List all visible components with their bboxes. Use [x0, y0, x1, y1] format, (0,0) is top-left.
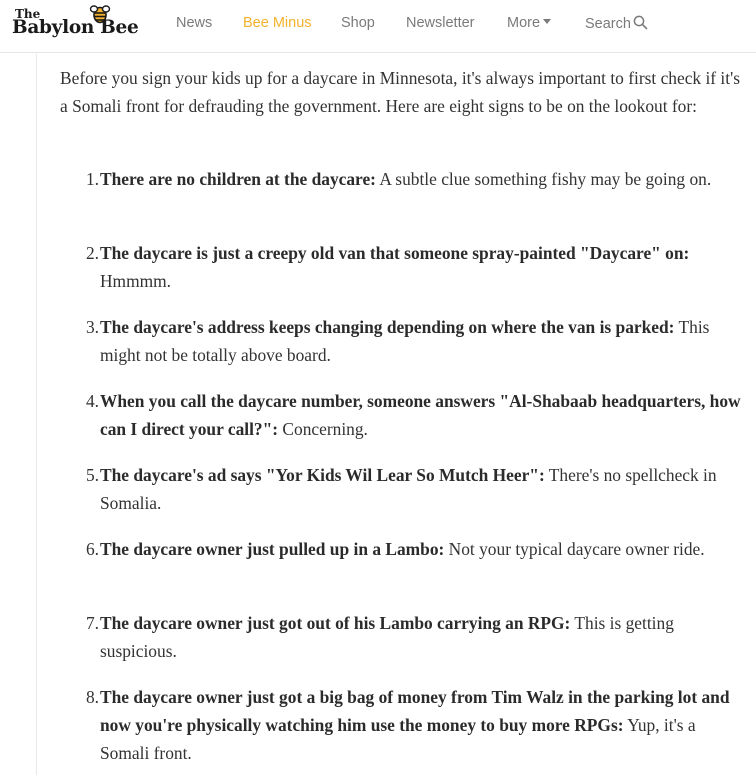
- logo-line-1: The: [15, 7, 41, 21]
- list-item-text: [100, 461, 748, 517]
- list-item-body: Hmmmm.: [100, 271, 172, 291]
- list-item-heading: The daycare's address keeps changing depending on where the van is parked:: [100, 317, 675, 337]
- list-item-number: 7.: [85, 613, 99, 633]
- site-header: [0, 0, 756, 53]
- list-item-body: Yup, it's a Somali front.: [100, 715, 696, 763]
- list-item-heading: The daycare owner just got a big bag of money from Tim Walz in the parking lot and now you're physically watching him use the money to buy more RPGs:: [100, 687, 730, 735]
- list-item-body: There's no spellcheck in Somalia.: [100, 465, 717, 513]
- list-item-text: [100, 683, 748, 767]
- list-item-number: 6.: [85, 539, 99, 559]
- nav-more[interactable]: [507, 15, 551, 31]
- nav-bee-minus[interactable]: Bee Minus: [243, 15, 312, 31]
- nav-shop[interactable]: Shop: [341, 15, 375, 31]
- list-item-number: 1.: [85, 169, 99, 189]
- list-item-heading: When you call the daycare number, someone answers "Al-Shabaab headquarters, how can I direct your call?":: [100, 391, 741, 439]
- list-item-body: A subtle clue something fishy may be going on.: [375, 169, 712, 189]
- list-item-text: [100, 239, 748, 295]
- list-item-heading: The daycare's ad says "Yor Kids Wil Lear So Mutch Heer":: [100, 465, 545, 485]
- caret-down-icon: [543, 19, 551, 24]
- nav-search-label: Search: [585, 16, 631, 32]
- list-item-heading: The daycare owner just got out of his Lambo carrying an RPG:: [100, 613, 571, 633]
- list-item-body: Concerning.: [278, 419, 368, 439]
- list-item-heading: There are no children at the daycare:: [100, 169, 376, 189]
- list-item-text: [100, 387, 748, 443]
- article-intro: Before you sign your kids up for a daycare in Minnesota, it's always important to first check if it's a Somali front for defrauding the government. Here are eight signs to be on the lookout for:: [60, 68, 741, 116]
- list-item-text: [100, 609, 748, 665]
- list-item-number: 8.: [85, 687, 99, 707]
- list-item-body: Not your typical daycare owner ride.: [444, 539, 705, 559]
- nav-newsletter[interactable]: Newsletter: [406, 15, 475, 31]
- list-item-text: [100, 165, 748, 193]
- list-item-heading: The daycare is just a creepy old van that someone spray-painted "Daycare" on:: [100, 243, 690, 263]
- nav-search[interactable]: [585, 15, 648, 32]
- list-item-number: 3.: [85, 317, 99, 337]
- list-item-body: This is getting suspicious.: [100, 613, 674, 661]
- article-body: [60, 64, 750, 763]
- nav-more-label: More: [507, 15, 541, 31]
- content-left-border: [36, 54, 37, 775]
- list-item-number: 4.: [85, 391, 99, 411]
- list-item-text: [100, 313, 748, 369]
- list-item-body: This might not be totally above board.: [100, 317, 710, 365]
- logo-line-2: Babylon Bee: [12, 17, 139, 38]
- nav-news[interactable]: News: [176, 15, 213, 31]
- list-item-text: [100, 535, 748, 563]
- list-item-number: 2.: [85, 243, 99, 263]
- list-item-number: 5.: [85, 465, 99, 485]
- list-item-heading: The daycare owner just pulled up in a Lambo:: [100, 539, 445, 559]
- search-icon: [633, 15, 648, 30]
- site-logo[interactable]: [12, 3, 147, 45]
